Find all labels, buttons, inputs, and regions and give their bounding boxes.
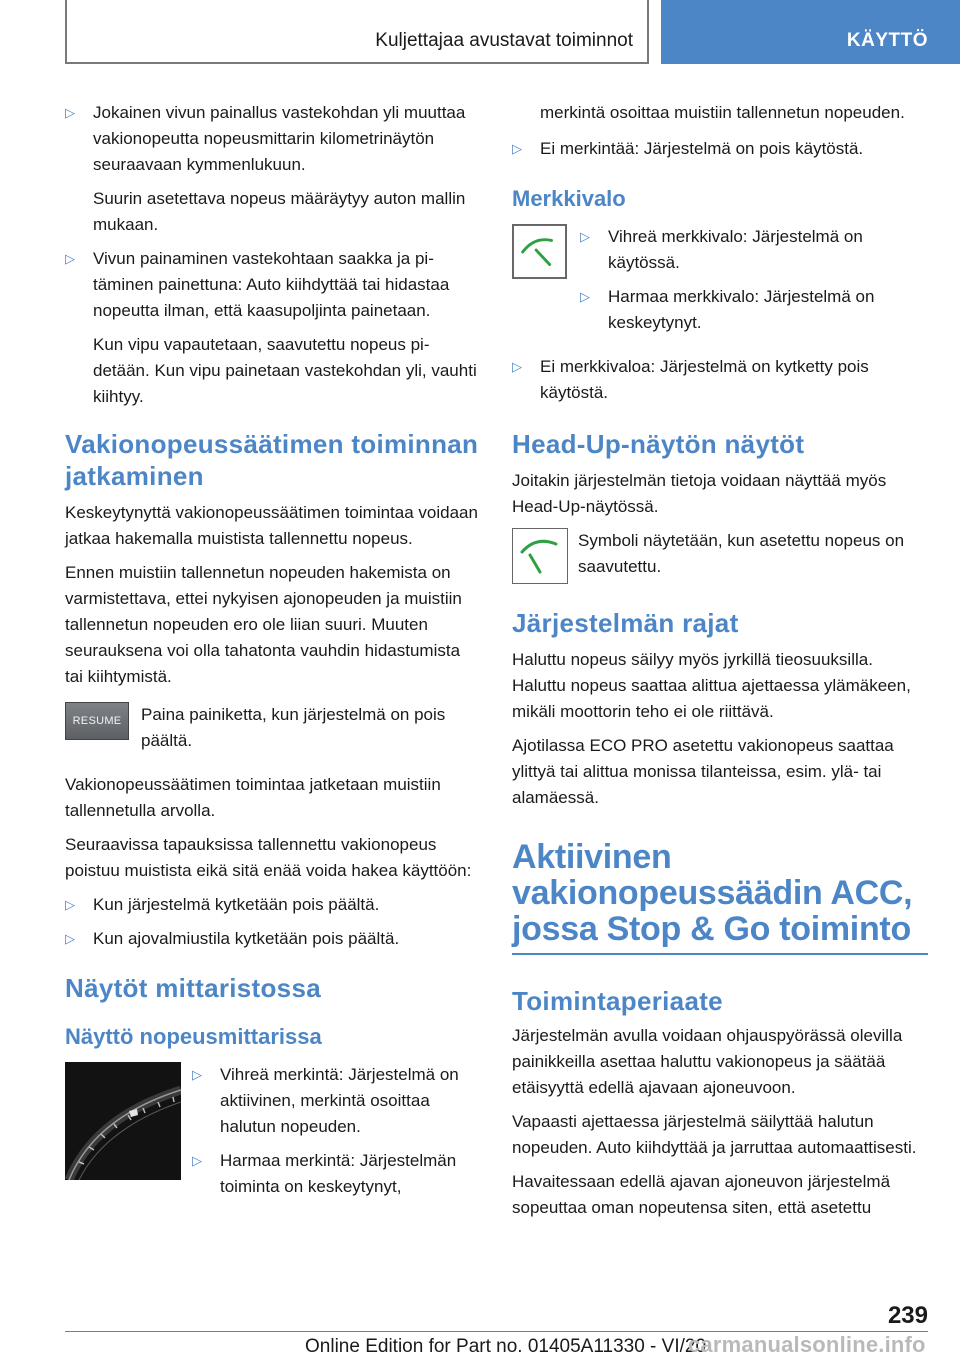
heading-displays: Näytöt mittaristossa bbox=[65, 973, 321, 1003]
list-item: ▷ Ei merkintää: Järjestelmä on pois käytöstä. bbox=[512, 136, 928, 162]
left-column bbox=[65, 100, 480, 1218]
heading-resume: Vakionopeussäätimen toiminnan jatkaminen bbox=[65, 429, 479, 491]
list-item: ▷ Kun ajovalmiustila kytketään pois päältä. bbox=[65, 926, 480, 952]
triangle-right-icon: ▷ bbox=[192, 1067, 202, 1082]
speedometer-figure bbox=[65, 1062, 480, 1208]
triangle-right-icon: ▷ bbox=[65, 897, 75, 912]
speedometer-marker-image bbox=[65, 1062, 181, 1180]
list-item-subtext: Suurin asetettava nopeus määräytyy auton mallin mukaan. bbox=[93, 189, 466, 234]
header-section-box bbox=[65, 0, 649, 64]
paragraph: Järjestelmän avulla voidaan ohjauspyörässä olevilla painikkeilla asettaa haluttu vakionopeus ja säätää etäisyyttä edellä ajavaan ajoneuvoon. bbox=[512, 1026, 903, 1097]
resume-figure bbox=[65, 702, 480, 762]
hud-figure bbox=[512, 528, 928, 589]
heading-acc: Aktiivinen vakionopeussäädin ACC, jossa Stop & Go toiminto bbox=[512, 838, 913, 948]
paragraph: Haluttu nopeus säilyy myös jyrkillä tieosuuksilla. Haluttu nopeus saattaa alittua ajettaessa ylämäkeen, mikäli moottorin teho ei ole riittävä. bbox=[512, 650, 911, 721]
paragraph: Havaitessaan edellä ajavan ajoneuvon järjestelmä sopeuttaa oman nopeutensa siten, että asetettu bbox=[512, 1172, 891, 1217]
indicator-figure bbox=[512, 224, 928, 344]
list-item: ▷ Vihreä merkintä: Järjestelmä on aktiivinen, merkintä osoittaa halutun nopeuden. bbox=[192, 1062, 480, 1140]
header-chapter-label: KÄYTTÖ bbox=[846, 30, 928, 51]
paragraph: Vapaasti ajettaessa järjestelmä säilyttää halutun nopeuden. Auto kiihdyttää ja jarruttaa automaattisesti. bbox=[512, 1112, 917, 1157]
heading-underline bbox=[512, 953, 928, 955]
triangle-right-icon: ▷ bbox=[65, 251, 75, 266]
page-header bbox=[0, 0, 960, 66]
footer-edition: Online Edition for Part no. 01405A11330 - VI/20 bbox=[305, 1336, 707, 1357]
header-chapter-tab bbox=[661, 0, 960, 64]
triangle-right-icon: ▷ bbox=[580, 289, 590, 304]
list-item: ▷ Vihreä merkkivalo: Järjestelmä on käytössä. bbox=[580, 224, 928, 276]
paragraph: Ajotilassa ECO PRO asetettu vakionopeus saattaa ylittyä tai alittua monissa tilanteissa, esim. ylä- tai alamäessä. bbox=[512, 736, 894, 807]
heading-limits: Järjestelmän rajat bbox=[512, 608, 739, 638]
paragraph: Vakionopeussäätimen toimintaa jatketaan muistiin tallennetulla arvolla. bbox=[65, 775, 441, 820]
heading-principle: Toimintaperiaate bbox=[512, 986, 723, 1016]
paragraph: Joitakin järjestelmän tietoja voidaan näyttää myös Head-Up-näytössä. bbox=[512, 471, 887, 516]
heading-hud: Head-Up-näytön näytöt bbox=[512, 429, 805, 459]
list-item-subtext: Kun vipu vapautetaan, saavutettu nopeus pidetään. Kun vipu painetaan vastekohdan yli, vauhti kiihtyy. bbox=[93, 335, 477, 406]
triangle-right-icon: ▷ bbox=[192, 1153, 202, 1168]
triangle-right-icon: ▷ bbox=[512, 359, 522, 374]
list-item: ▷ Vivun painaminen vastekohtaan saakka ja pitäminen painettuna: Auto kiihdyttää tai hidastaa nopeutta ilman, että kaasupoljinta painetaan. bbox=[65, 246, 480, 324]
list-item: ▷ Ei merkkivaloa: Järjestelmä on kytketty pois käytöstä. bbox=[512, 354, 928, 406]
list-item: ▷ Harmaa merkintä: Järjestelmän toiminta on keskeytynyt, bbox=[192, 1148, 480, 1200]
list-item: ▷ Harmaa merkkivalo: Järjestelmä on keskeytynyt. bbox=[580, 284, 928, 336]
heading-speedometer: Näyttö nopeusmittarissa bbox=[65, 1024, 322, 1049]
list-item: ▷ Jokainen vivun painallus vastekohdan yli muuttaa vakionopeutta nopeusmittarin kilometrinäytön seuraavaan kymmenlukuun. bbox=[65, 100, 480, 178]
header-section-title: Kuljettajaa avustavat toiminnot bbox=[375, 30, 633, 51]
triangle-right-icon: ▷ bbox=[512, 141, 522, 156]
triangle-right-icon: ▷ bbox=[65, 931, 75, 946]
resume-caption: Paina painiketta, kun järjestelmä on pois päältä. bbox=[141, 705, 446, 750]
paragraph: Seuraavissa tapauksissa tallennettu vakionopeus poistuu muistista eikä sitä enää voida hakea käyttöön: bbox=[65, 835, 472, 880]
hud-caption: Symboli näytetään, kun asetettu nopeus on saavutettu. bbox=[578, 531, 905, 576]
cruise-control-indicator-icon bbox=[512, 224, 567, 279]
triangle-right-icon: ▷ bbox=[65, 105, 75, 120]
list-item-continued: merkintä osoittaa muistiin tallennetun nopeuden. bbox=[540, 103, 905, 122]
page-number: 239 bbox=[887, 1302, 928, 1329]
right-column bbox=[512, 100, 928, 1229]
paragraph: Ennen muistiin tallennetun nopeuden hakemista on varmistettava, ettei nykyisen ajonopeuden ja muistiin tallennetun nopeuden ero ole liian suuri. Muuten seurauksena voi olla tahatonta vauhdin hidastumista tai kiihtymistä. bbox=[65, 563, 462, 686]
list-item: ▷ Kun järjestelmä kytketään pois päältä. bbox=[65, 892, 480, 918]
hud-speed-reached-icon bbox=[512, 528, 568, 584]
heading-indicator: Merkkivalo bbox=[512, 186, 626, 211]
resume-button-image: RESUME bbox=[65, 702, 129, 740]
triangle-right-icon: ▷ bbox=[580, 229, 590, 244]
paragraph: Keskeytynyttä vakionopeussäätimen toimintaa voidaan jatkaa hakemalla muistista tallennettu nopeus. bbox=[65, 503, 478, 548]
watermark: carmanualsonline.info bbox=[688, 1332, 926, 1357]
